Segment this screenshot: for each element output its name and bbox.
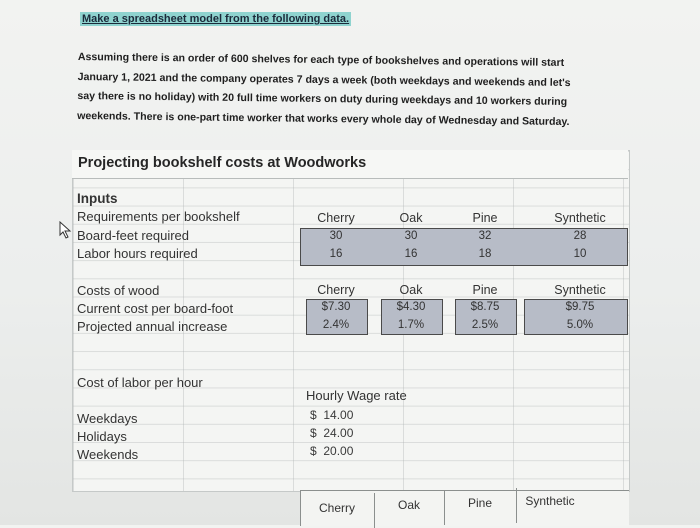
annual-increase-label: Projected annual increase xyxy=(77,319,228,334)
col-header-synthetic: Synthetic xyxy=(554,211,606,225)
requirements-label: Requirements per bookshelf xyxy=(77,209,240,224)
cost-oak[interactable]: $4.30 xyxy=(396,301,426,313)
col-header-cherry: Cherry xyxy=(317,211,355,225)
wage-header: Hourly Wage rate xyxy=(306,388,407,403)
col-header-cherry: Cherry xyxy=(317,283,355,297)
paragraph-line: say there is no holiday) with 20 full time workers on duty during weekdays and 10 workers during xyxy=(77,89,568,108)
col-header-pine: Pine xyxy=(472,211,498,225)
col-header-pine: Pine xyxy=(472,283,498,297)
wage-value: 14.00 xyxy=(323,408,354,422)
board-feet-label: Board-feet required xyxy=(77,228,190,243)
labor-hours-synthetic[interactable]: 10 xyxy=(573,248,587,260)
currency-symbol: $ xyxy=(310,426,317,440)
paragraph-line: Assuming there is an order of 600 shelves for each type of bookshelves and operations will start xyxy=(77,50,565,69)
cost-pine[interactable]: $8.75 xyxy=(470,301,500,313)
labor-hours-oak[interactable]: 16 xyxy=(404,248,418,260)
currency-symbol: $ xyxy=(310,408,317,422)
board-feet-synthetic[interactable]: 28 xyxy=(573,230,587,242)
sheet-title: Projecting bookshelf costs at Woodworks xyxy=(78,155,367,171)
increase-synthetic[interactable]: 5.0% xyxy=(566,319,594,331)
wage-weekdays[interactable] xyxy=(310,408,353,422)
weekends-label: Weekends xyxy=(77,447,139,462)
inputs-label: Inputs xyxy=(77,191,118,206)
mouse-cursor-icon xyxy=(58,221,74,239)
current-cost-label: Current cost per board-foot xyxy=(77,301,234,316)
board-feet-cherry[interactable]: 30 xyxy=(329,230,343,242)
wage-value: 20.00 xyxy=(323,444,354,458)
labor-hours-cherry[interactable]: 16 xyxy=(329,248,343,260)
wage-weekends[interactable] xyxy=(310,444,353,458)
board-feet-oak[interactable]: 30 xyxy=(404,230,418,242)
bottom-header-pine[interactable]: Pine xyxy=(444,488,517,523)
col-header-oak: Oak xyxy=(399,211,423,225)
increase-oak[interactable]: 1.7% xyxy=(397,319,425,331)
bottom-header-synthetic[interactable]: Synthetic xyxy=(525,494,575,508)
instruction-heading: Make a spreadsheet model from the following data. xyxy=(82,13,350,25)
costs-of-wood-label: Costs of wood xyxy=(77,283,160,298)
bottom-header-oak[interactable]: Oak xyxy=(374,490,445,525)
paragraph-line: January 1, 2021 and the company operates 7 days a week (both weekdays and weekends and let's xyxy=(77,70,571,89)
col-header-synthetic: Synthetic xyxy=(554,283,606,297)
paragraph-line: weekends. There is one-part time worker that works every whole day of Wednesday and Saturday. xyxy=(77,109,570,128)
col-header-oak: Oak xyxy=(399,283,423,297)
currency-symbol: $ xyxy=(310,444,317,458)
labor-hours-label: Labor hours required xyxy=(77,246,198,261)
cost-synthetic[interactable]: $9.75 xyxy=(565,301,595,313)
labor-hours-pine[interactable]: 18 xyxy=(478,248,492,260)
cost-cherry[interactable]: $7.30 xyxy=(321,301,351,313)
problem-paragraph xyxy=(77,48,658,133)
increase-pine[interactable]: 2.5% xyxy=(471,319,499,331)
board-feet-pine[interactable]: 32 xyxy=(478,230,492,242)
weekdays-label: Weekdays xyxy=(77,411,138,426)
bottom-header-cherry[interactable]: Cherry xyxy=(300,493,375,528)
increase-cherry[interactable]: 2.4% xyxy=(322,319,350,331)
holidays-label: Holidays xyxy=(77,429,127,444)
wage-holidays[interactable] xyxy=(310,426,353,440)
labor-cost-label: Cost of labor per hour xyxy=(77,375,203,390)
wage-value: 24.00 xyxy=(323,426,354,440)
